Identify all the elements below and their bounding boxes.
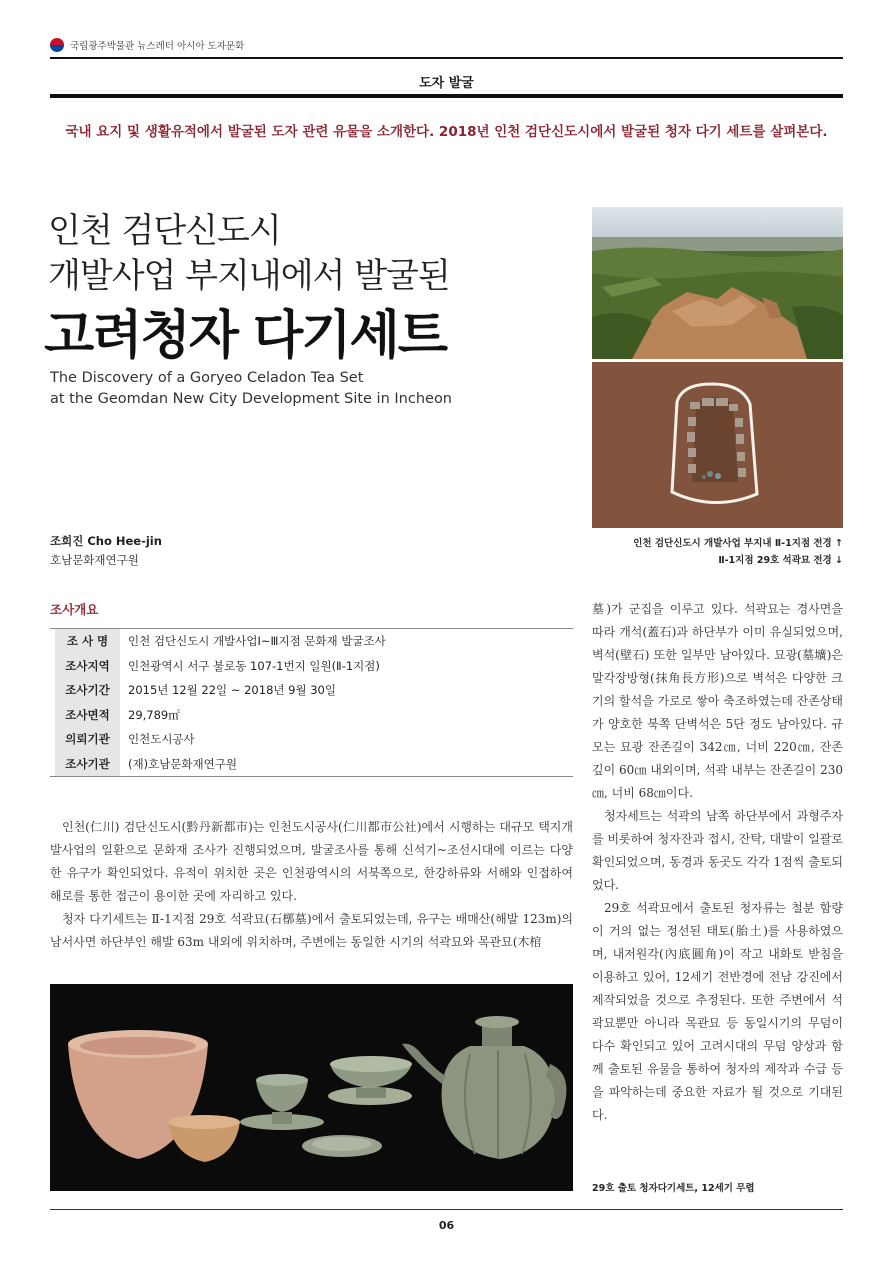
overview-heading: 조사개요	[50, 602, 99, 617]
author-name: 조희진 Cho Hee-jin	[50, 534, 162, 548]
english-title-line-1: The Discovery of a Goryeo Celadon Tea Set	[50, 370, 364, 386]
overview-key: 조사기관	[55, 752, 120, 777]
overview-value: 인천 검단신도시 개발사업Ⅰ~Ⅲ지점 문화재 발굴조사	[128, 634, 386, 648]
body-paragraph: 청자 다기세트는 Ⅱ-1지점 29호 석곽묘(石槨墓)에서 출토되었는데, 유구는 배매산(해발 123m)의 남서사면 하단부인 해발 63m 내외에 위치하며, 주변에는 동일한 시기의 석곽묘와 목관묘(木棺	[50, 912, 573, 949]
section-rule	[50, 94, 843, 98]
body-text-left	[50, 816, 573, 954]
english-title-line-2: at the Geomdan New City Development Site in Incheon	[50, 391, 452, 407]
overview-row	[50, 678, 573, 703]
publication-name: 국립광주박물관 뉴스레터 아시아 도자문화	[70, 41, 245, 52]
page-number: 06	[438, 1219, 455, 1232]
overview-row	[50, 752, 573, 777]
photo-caption-line-2: Ⅱ-1지점 29호 석곽묘 전경 ↓	[718, 555, 843, 566]
overview-row	[50, 629, 573, 654]
museum-logo-icon	[50, 38, 64, 52]
body-paragraph: 인천(仁川) 검단신도시(黔丹新都市)는 인천도시공사(仁川都市公社)에서 시행하는 대규모 택지개발사업의 일환으로 문화재 조사가 진행되었으며, 발굴조사를 통해 신석기~조선시대에 이르는 다양한 유구가 확인되었다. 유적이 위치한 곳은 인천광역시의 서북쪽으로, 한강하류와 서해와 인접하여 해로를 통한 접근이 용이한 곳에 자리하고 있다.	[50, 820, 573, 903]
overview-value: (재)호남문화재연구원	[128, 756, 237, 771]
lead-text: 국내 요지 및 생활유적에서 발굴된 도자 관련 유물을 소개한다. 2018년 인천 검단신도시에서 발굴된 청자 다기 세트를 살펴본다.	[65, 124, 828, 140]
footer-rule	[50, 1209, 843, 1210]
overview-row	[50, 727, 573, 752]
title-line-3: 고려청자 다기세트	[44, 305, 446, 366]
overview-value: 인천광역시 서구 불로동 107-1번지 일원(Ⅱ-1지점)	[128, 658, 380, 673]
body-paragraph: 29호 석곽묘에서 출토된 청자류는 철분 함량이 거의 없는 정선된 태토(胎土)를 사용하였으며, 내저원각(內底圓角)이 작고 내화토 받침을 이용하고 있어, 12세기 전반경에 전남 강진에서 제작되었을 것으로 추정된다. 또한 주변에서 석곽묘뿐만 아니라 목관묘 등 동일시기의 무덤이 다수 확인되고 있어 고려시대의 무덤 양상과 함께 출토된 유물을 통하여 청자의 제작과 수급 등을 파악하는데 중요한 자료가 될 것으로 기대된다.	[592, 901, 843, 1122]
overview-key: 조사지역	[55, 654, 120, 679]
stone-chamber-tomb-photo	[592, 362, 843, 528]
overview-row	[50, 703, 573, 728]
overview-value: 29,789㎡	[128, 707, 180, 722]
author-institution: 호남문화재연구원	[50, 553, 139, 567]
aerial-site-photo	[592, 207, 843, 359]
overview-value: 2015년 12월 22일 ~ 2018년 9월 30일	[128, 683, 336, 697]
overview-key: 의뢰기관	[55, 727, 120, 752]
overview-key: 조 사 명	[55, 629, 120, 654]
overview-key: 조사기간	[55, 678, 120, 703]
overview-row	[50, 654, 573, 679]
tea-set-caption: 29호 출토 청자다기세트, 12세기 무렵	[592, 1183, 755, 1194]
body-paragraph: 墓)가 군집을 이루고 있다. 석곽묘는 경사면을 따라 개석(蓋石)과 하단부가 이미 유실되었으며, 벽석(壁石) 또한 일부만 남아있다. 묘광(墓壙)은 말각장방형(抹角長方形)으로 벽석은 다양한 크기의 할석을 가로로 쌓아 축조하였는데 잔존상태가 양호한 북쪽 단벽석은 5단 정도 남아있다. 규모는 묘광 잔존길이 342㎝, 너비 220㎝, 잔존깊이 60㎝ 내외이며, 석곽 내부는 잔존길이 230㎝, 너비 68㎝이다.	[592, 602, 843, 800]
overview-value: 인천도시공사	[128, 732, 195, 746]
section-title: 도자 발굴	[419, 76, 474, 91]
photo-caption-line-1: 인천 검단신도시 개발사업 부지내 Ⅱ-1지점 전경 ↑	[633, 538, 843, 549]
header-rule	[50, 57, 843, 59]
overview-key: 조사면적	[55, 703, 120, 728]
title-line-2: 개발사업 부지내에서 발굴된	[48, 256, 450, 296]
title-line-1: 인천 검단신도시	[48, 211, 281, 251]
body-paragraph: 청자세트는 석곽의 남쪽 하단부에서 과형주자를 비롯하여 청자잔과 접시, 잔탁, 대발이 일괄로 확인되었으며, 동경과 동곳도 각각 1점씩 출토되었다.	[592, 809, 843, 892]
overview-table	[50, 628, 573, 777]
body-text-right	[592, 598, 843, 1127]
celadon-tea-set-photo	[50, 984, 573, 1191]
